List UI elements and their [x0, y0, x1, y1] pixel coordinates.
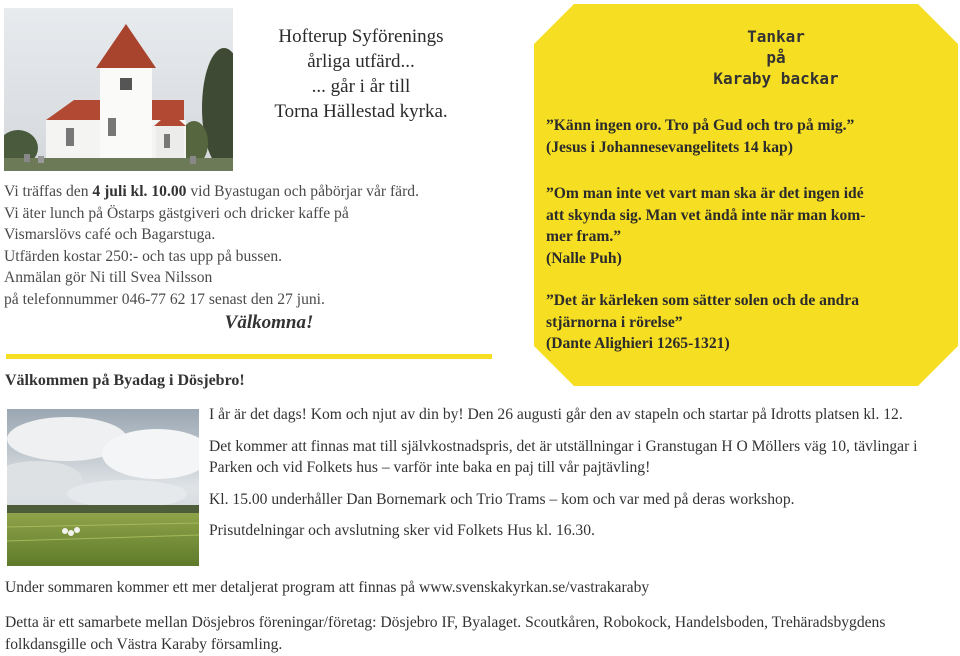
quote-nalle-source: (Nalle Puh) [546, 249, 622, 267]
quote-heading-line-1: Tankar [747, 27, 805, 46]
trip-prefix: Vi träffas den [4, 183, 93, 200]
yellow-divider [6, 354, 492, 359]
quote-jesus [546, 115, 926, 158]
byadag-paragraph-1: I år är det dags! Kom och njut av din by! Den 26 augusti går den av stapeln och startar på Idrotts platsen kl. 12. [209, 406, 903, 423]
event-title [246, 24, 476, 124]
trip-line-4: Utfärden kostar 250:- och tas upp på bussen. [4, 247, 283, 265]
quote-jesus-text: ”Känn ingen oro. Tro på Gud och tro på mig.” [546, 117, 855, 134]
quote-dante-line-2: stjärnorna i rörelse” [546, 313, 683, 331]
quote-box [534, 4, 958, 386]
trip-details [4, 181, 514, 334]
church-photo [4, 8, 233, 171]
field-photo [7, 409, 199, 566]
quote-dante-line-1: ”Det är kärleken som sätter solen och de andra [546, 292, 860, 309]
trip-date: 4 juli kl. 10.00 [92, 183, 187, 200]
quote-nalle-line-1: ”Om man inte vet vart man ska är det ingen idé [546, 185, 864, 202]
quote-dante-source: (Dante Alighieri 1265-1321) [546, 335, 730, 352]
summer-program-line: Under sommaren kommer ett mer detaljerat program att finnas på www.svenskakyrkan.se/vastrakaraby [5, 579, 650, 596]
title-line-1: Hofterup Syförenings [278, 26, 444, 47]
quote-nalle-line-2: att skynda sig. Man vet ändå inte när man kom- [546, 206, 866, 224]
quote-heading [534, 26, 960, 89]
quote-nalle-puh [546, 183, 926, 269]
byadag-paragraph-3: Kl. 15.00 underhåller Dan Bornemark och Trio Trams – kom och var med på deras workshop. [209, 490, 795, 508]
title-line-2: årliga utfärd... [307, 51, 415, 72]
quote-dante [546, 290, 926, 355]
title-line-3: ... går i år till [311, 76, 411, 97]
quote-nalle-line-3: mer fram.” [546, 228, 622, 245]
quote-jesus-source: (Jesus i Johannesevangelitets 14 kap) [546, 138, 793, 156]
byadag-text [209, 404, 959, 552]
trip-line-1 [4, 181, 514, 203]
trip-suffix: vid Byastugan och påbörjar vår färd. [186, 183, 419, 200]
byadag-heading: Välkommen på Byadag i Dösjebro! [5, 372, 245, 389]
trip-line-2: Vi äter lunch på Östarps gästgiveri och dricker kaffe på [4, 204, 349, 222]
byadag-paragraph-4: Prisutdelningar och avslutning sker vid Folkets Hus kl. 16.30. [209, 522, 595, 539]
trip-line-3: Vismarslövs café och Bagarstuga. [4, 226, 216, 243]
cooperation-text: Detta är ett samarbete mellan Dösjebros föreningar/företag: Dösjebro IF, Byalaget. Scoutkåren, Robokock, Handelsboden, Trehäradsbygdens folkdansgille och Västra Karaby församling. [5, 614, 886, 653]
quote-heading-line-2: på [766, 48, 786, 67]
title-line-4: Torna Hällestad kyrka. [274, 101, 448, 122]
trip-line-5: Anmälan gör Ni till Svea Nilsson [4, 269, 213, 286]
byadag-paragraph-2: Det kommer att finnas mat till självkostnadspris, det är utställningar i Granstugan H O Möllers väg 10, tävlingar i Parken och vid Folkets hus – varför inte baka en paj till vår pajtävling! [209, 437, 918, 476]
welcome-text: Välkomna! [224, 312, 314, 333]
trip-line-6: på telefonnummer 046-77 62 17 senast den 27 juni. [4, 290, 325, 308]
quote-heading-line-3: Karaby backar [713, 69, 839, 88]
